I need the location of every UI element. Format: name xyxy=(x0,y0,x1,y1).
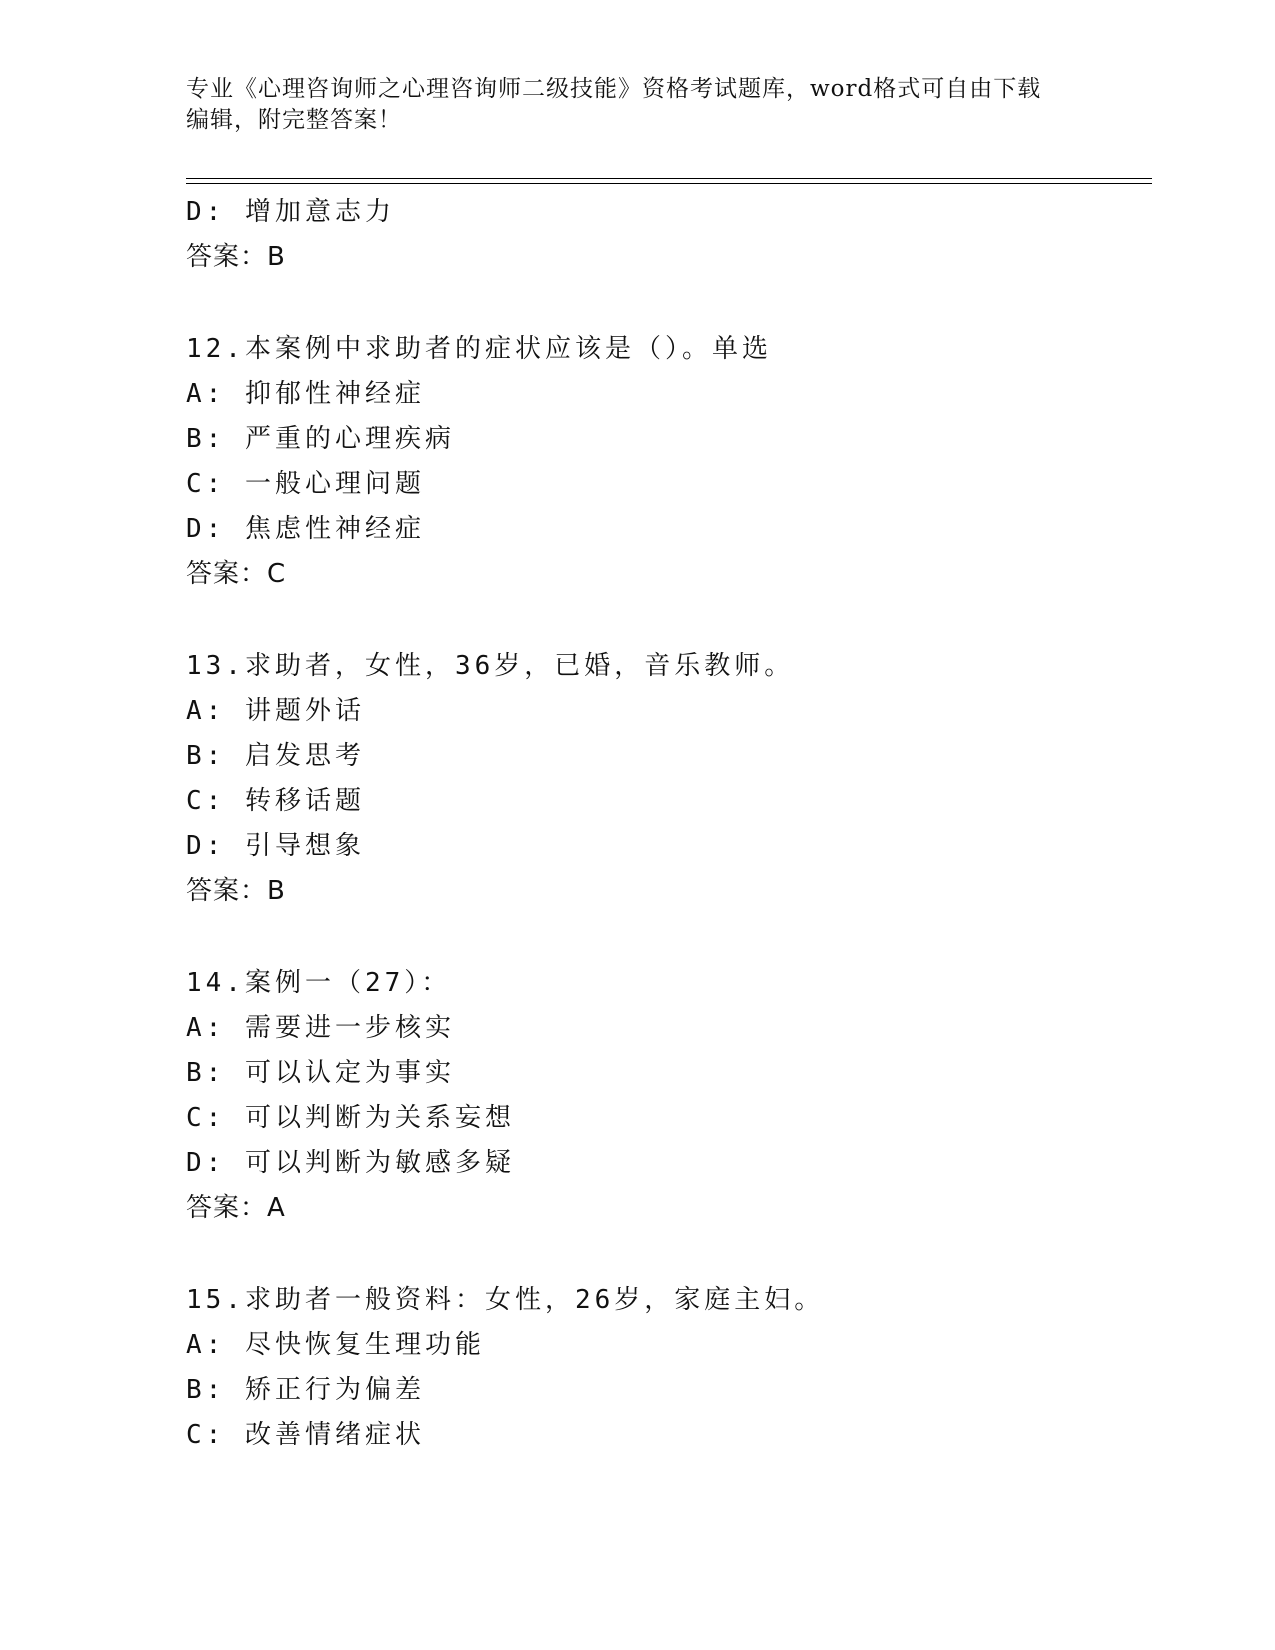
option-line: A: 尽快恢复生理功能 xyxy=(186,1330,485,1360)
question-text: 13.求助者，女性，36岁，已婚，音乐教师。 xyxy=(186,651,795,681)
question-block xyxy=(186,327,1146,597)
block-gap xyxy=(186,280,1146,327)
question-text: 14.案例一（27）： xyxy=(186,968,452,998)
option-line: A: 需要进一步核实 xyxy=(186,1013,455,1043)
option-line: B: 严重的心理疾病 xyxy=(186,424,455,454)
block-gap xyxy=(186,1231,1146,1278)
option-line: B: 可以认定为事实 xyxy=(186,1058,455,1088)
block-gap xyxy=(186,597,1146,644)
option-line: C: 可以判断为关系妄想 xyxy=(186,1103,515,1133)
option-line: D: 引导想象 xyxy=(186,831,365,861)
header-line-2: 编辑，附完整答案！ xyxy=(186,107,402,133)
answer-line: 答案：B xyxy=(186,242,286,272)
question-block xyxy=(186,190,1146,280)
option-line: B: 启发思考 xyxy=(186,741,365,771)
question-block xyxy=(186,961,1146,1231)
question-text: 15.求助者一般资料：女性，26岁，家庭主妇。 xyxy=(186,1285,825,1315)
option-line: C: 一般心理问题 xyxy=(186,469,425,499)
document-header xyxy=(186,74,1086,136)
question-text: 12.本案例中求助者的症状应该是（）。单选 xyxy=(186,334,772,364)
header-line-1: 专业《心理咨询师之心理咨询师二级技能》资格考试题库，word格式可自由下载 xyxy=(186,76,1042,102)
header-rule-top xyxy=(186,178,1152,179)
header-rule-bottom xyxy=(186,183,1152,184)
answer-line: 答案：A xyxy=(186,1193,286,1223)
answer-line: 答案：B xyxy=(186,876,286,906)
option-line: D: 增加意志力 xyxy=(186,197,395,227)
answer-line: 答案：C xyxy=(186,559,287,589)
option-line: C: 转移话题 xyxy=(186,786,365,816)
option-line: D: 可以判断为敏感多疑 xyxy=(186,1148,515,1178)
block-gap xyxy=(186,914,1146,961)
option-line: D: 焦虑性神经症 xyxy=(186,514,425,544)
question-list xyxy=(186,190,1146,1458)
option-line: C: 改善情绪症状 xyxy=(186,1420,425,1450)
question-block xyxy=(186,1278,1146,1458)
option-line: B: 矫正行为偏差 xyxy=(186,1375,425,1405)
option-line: A: 抑郁性神经症 xyxy=(186,379,425,409)
question-block xyxy=(186,644,1146,914)
option-line: A: 讲题外话 xyxy=(186,696,365,726)
